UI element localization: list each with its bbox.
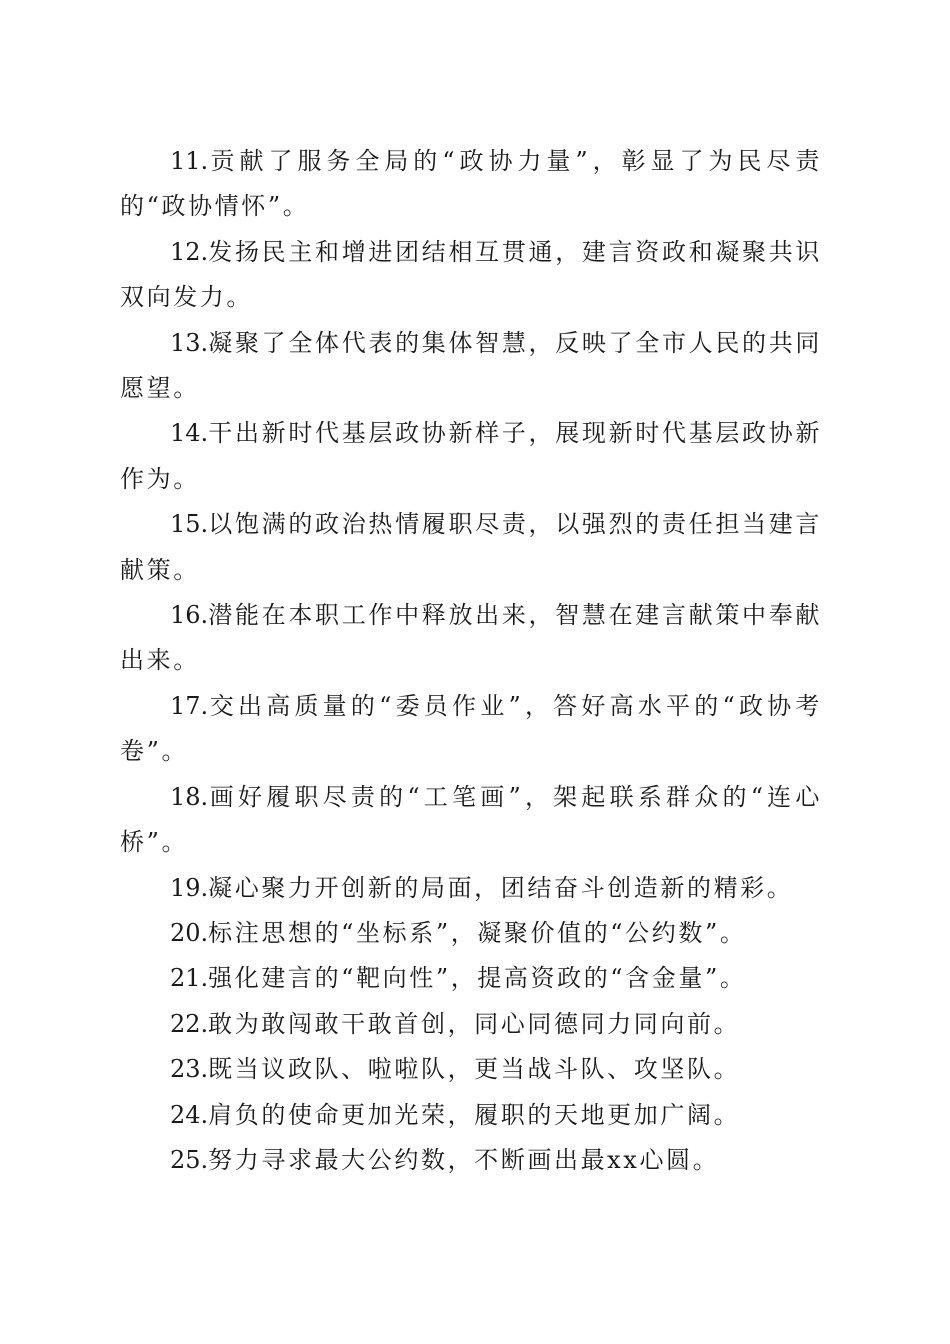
item-number: 19. — [170, 873, 209, 902]
item-number: 17. — [170, 691, 209, 720]
item-number: 24. — [170, 1100, 209, 1129]
item-number: 21. — [170, 964, 209, 993]
list-item — [120, 775, 822, 866]
item-text: 以饱满的政治热情履职尽责，以强烈的责任担当建言献策。 — [120, 510, 822, 584]
list-item — [120, 956, 822, 1001]
item-number: 20. — [170, 918, 209, 947]
item-text: 凝心聚力开创新的局面，团结奋斗创造新的精彩。 — [208, 873, 794, 902]
item-number: 25. — [170, 1145, 209, 1174]
item-text: 发扬民主和增进团结相互贯通，建言资政和凝聚共识双向发力。 — [120, 237, 822, 312]
list-item — [120, 866, 822, 911]
item-text: 画好履职尽责的“工笔画”，架起联系群众的“连心桥”。 — [120, 782, 822, 857]
list-item — [120, 1047, 822, 1092]
list-item — [120, 230, 822, 321]
item-number: 15. — [170, 510, 209, 539]
item-number: 14. — [170, 419, 209, 448]
item-number: 13. — [170, 328, 209, 357]
item-text: 潜能在本职工作中释放出来，智慧在建言献策中奉献出来。 — [120, 601, 822, 675]
list-item — [120, 911, 822, 956]
list-item — [120, 684, 822, 775]
item-text: 干出新时代基层政协新样子，展现新时代基层政协新作为。 — [120, 419, 822, 493]
item-text: 努力寻求最大公约数，不断画出最xx心圆。 — [208, 1145, 720, 1174]
list-item — [120, 1093, 822, 1138]
list-item — [120, 593, 822, 684]
list-item — [120, 411, 822, 502]
list-item — [120, 139, 822, 230]
item-number: 11. — [170, 147, 209, 175]
list-item — [120, 502, 822, 593]
item-text: 标注思想的“坐标系”，凝聚价值的“公约数”。 — [208, 918, 747, 947]
list-item — [120, 321, 822, 412]
item-number: 22. — [170, 1009, 209, 1038]
item-text: 敢为敢闯敢干敢首创，同心同德同力同向前。 — [208, 1009, 741, 1038]
item-text: 既当议政队、啦啦队，更当战斗队、攻坚队。 — [208, 1055, 741, 1084]
item-text: 强化建言的“靶向性”，提高资政的“含金量”。 — [208, 964, 747, 993]
item-number: 23. — [170, 1055, 209, 1084]
item-number: 16. — [170, 601, 209, 630]
item-text: 交出高质量的“委员作业”，答好高水平的“政协考卷”。 — [120, 691, 822, 766]
list-item — [120, 1138, 822, 1183]
item-number: 12. — [170, 237, 209, 266]
item-text: 凝聚了全体代表的集体智慧，反映了全市人民的共同愿望。 — [120, 328, 822, 403]
item-number: 18. — [170, 782, 209, 811]
item-text: 贡献了服务全局的“政协力量”，彰显了为民尽责的“政协情怀”。 — [120, 147, 822, 221]
list-item — [120, 1002, 822, 1047]
item-text: 肩负的使命更加光荣，履职的天地更加广阔。 — [208, 1100, 741, 1129]
